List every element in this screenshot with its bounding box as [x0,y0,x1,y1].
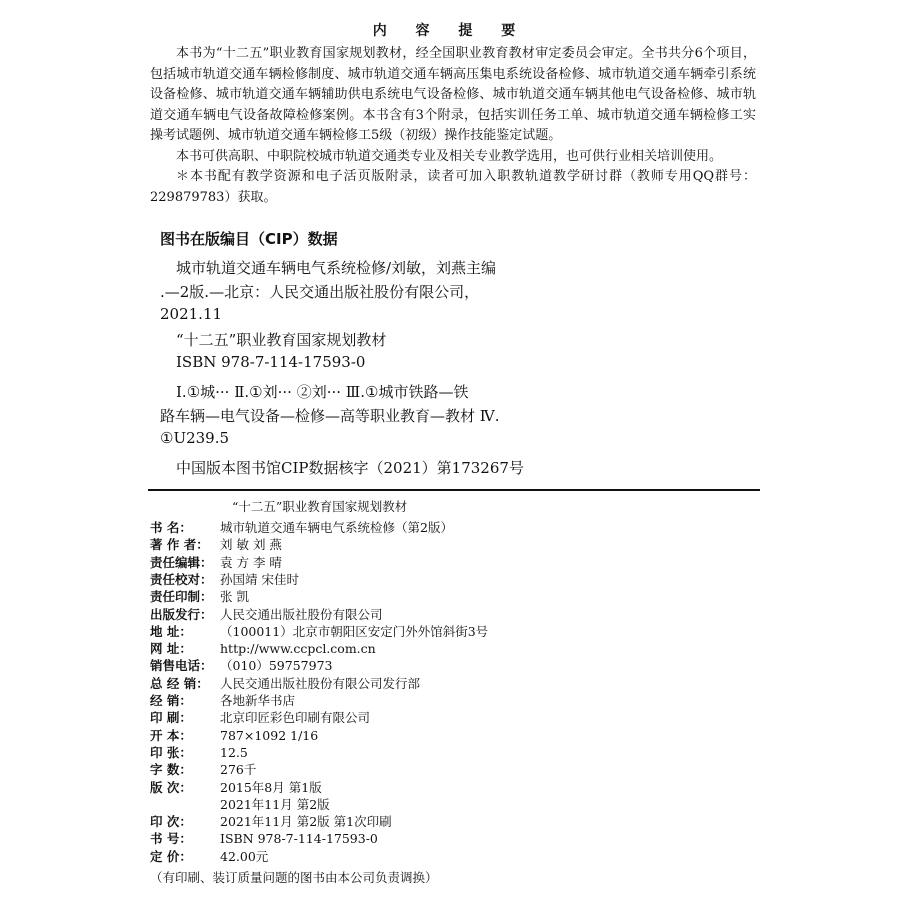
info-row [150,847,268,865]
info-row [150,708,370,726]
info-value: （010）59757973 [220,658,333,674]
info-value: 42.00元 [220,848,269,864]
info-value: （100011）北京市朝阳区安定门外外馆斜街3号 [220,623,489,639]
info-row [150,622,488,640]
info-row [150,674,420,692]
summary-title: 内 容 提 要 [372,23,528,39]
info-label: 印 次： [150,814,192,830]
info-value: 人民交通出版社股份有限公司发行部 [220,675,421,691]
info-value: 北京印匠彩色印刷有限公司 [220,710,371,726]
info-value: 各地新华书店 [220,693,296,708]
info-label: 责任校对： [150,571,213,587]
info-label: 总 经 销： [150,675,209,691]
info-row [150,795,330,813]
cip-line: ①U239.5 [160,429,230,447]
info-value: 刘 敏 刘 燕 [220,537,282,553]
info-row [150,829,378,847]
info-value: 袁 方 李 晴 [220,554,282,570]
cip-line: ISBN 978-7-114-17593-0 [176,353,366,371]
info-value: 孙国靖 宋佳时 [220,571,299,587]
info-row [150,553,282,571]
info-row [150,639,376,657]
info-label: 经 销： [150,693,192,708]
info-row [150,812,392,830]
info-label: 出版发行： [150,606,213,622]
info-label: 开 本： [150,727,192,743]
info-label: 字 数： [150,762,192,778]
info-row [150,778,322,796]
info-value: 城市轨道交通车辆电气系统检修（第2版） [220,520,453,535]
info-row [150,656,332,674]
info-value: 2021年11月 第2版 [220,796,330,812]
info-value: 人民交通出版社股份有限公司 [220,606,383,622]
cip-line: 路车辆—电气设备—检修—高等职业教育—教材 Ⅳ. [160,407,500,425]
info-value: ISBN 978-7-114-17593-0 [220,831,378,847]
info-row [150,570,299,588]
cip-line: “十二五”职业教育国家规划教材 [176,331,387,349]
summary-paragraph: 本书为“十二五”职业教育国家规划教材，经全国职业教育教材审定委员会审定。全书共分6个项目，包括城市轨道交通车辆检修制度、城市轨道交通车辆高压集电系统设备检修、城市轨道交通车辆牵引系统设备检修、城市轨道交通车辆辅助供电系统电气设备检修、城市轨道交通车辆其他电气设备检修、城市轨道交通车辆电气设备故障检修案例。本书含有3个附录，包括实训任务工单、城市轨道交通车辆检修工实操考试题例、城市轨道交通车辆检修工5级（初级）操作技能鉴定试题。 [150,46,756,143]
info-value: http://www.ccpcl.com.cn [220,641,376,657]
cip-line: 中国版本图书馆CIP数据核字（2021）第173267号 [176,459,524,477]
info-label: 印 刷： [150,710,192,726]
quality-note: （有印刷、装订质量问题的图书由本公司负责调换） [150,870,438,885]
info-row [150,535,282,553]
summary-paragraph: 本书可供高职、中职院校城市轨道交通类专业及相关专业教学选用，也可供行业相关培训使用。 [176,148,723,164]
info-label: 地 址： [150,623,192,639]
cip-line: Ⅰ.①城··· Ⅱ.①刘··· ②刘··· Ⅲ.①城市铁路—铁 [176,383,469,401]
info-label: 印 张： [150,744,192,760]
info-row [150,726,318,744]
info-row [150,743,248,761]
info-label: 网 址： [150,641,192,657]
cip-line: 城市轨道交通车辆电气系统检修/刘敏，刘燕主编 [176,259,497,277]
info-value: 787×1092 1/16 [220,727,319,743]
info-row [150,587,249,605]
info-value: 276千 [220,762,257,778]
summary-paragraph: ＊本书配有教学资源和电子活页版附录，读者可加入职教轨道教学研讨群（教师专用QQ群号：229879783）获取。 [150,169,756,205]
info-label: 责任编辑： [150,554,213,570]
info-label: 版 次： [150,779,192,795]
summary-body [150,44,756,208]
info-value: 12.5 [220,744,248,760]
divider [148,489,760,491]
info-label: 书 号： [150,831,192,847]
cip-line: 2021.11 [160,305,223,323]
cip-heading: 图书在版编目（CIP）数据 [160,230,338,248]
info-row [150,691,295,709]
info-label: 定 价： [150,848,192,864]
info-row [150,518,453,536]
info-label: 书 名： [150,520,192,535]
info-label: 销售电话： [150,658,213,674]
info-label: 著 作 者： [150,537,209,553]
series-name: “十二五”职业教育国家规划教材 [232,499,408,514]
info-value: 2021年11月 第2版 第1次印刷 [220,814,392,830]
info-row [150,605,383,623]
info-row [150,760,256,778]
info-value: 2015年8月 第1版 [220,779,322,795]
info-value: 张 凯 [220,589,249,605]
cip-line: .—2版.—北京：人民交通出版社股份有限公司， [160,283,480,301]
info-label: 责任印制： [150,589,213,605]
